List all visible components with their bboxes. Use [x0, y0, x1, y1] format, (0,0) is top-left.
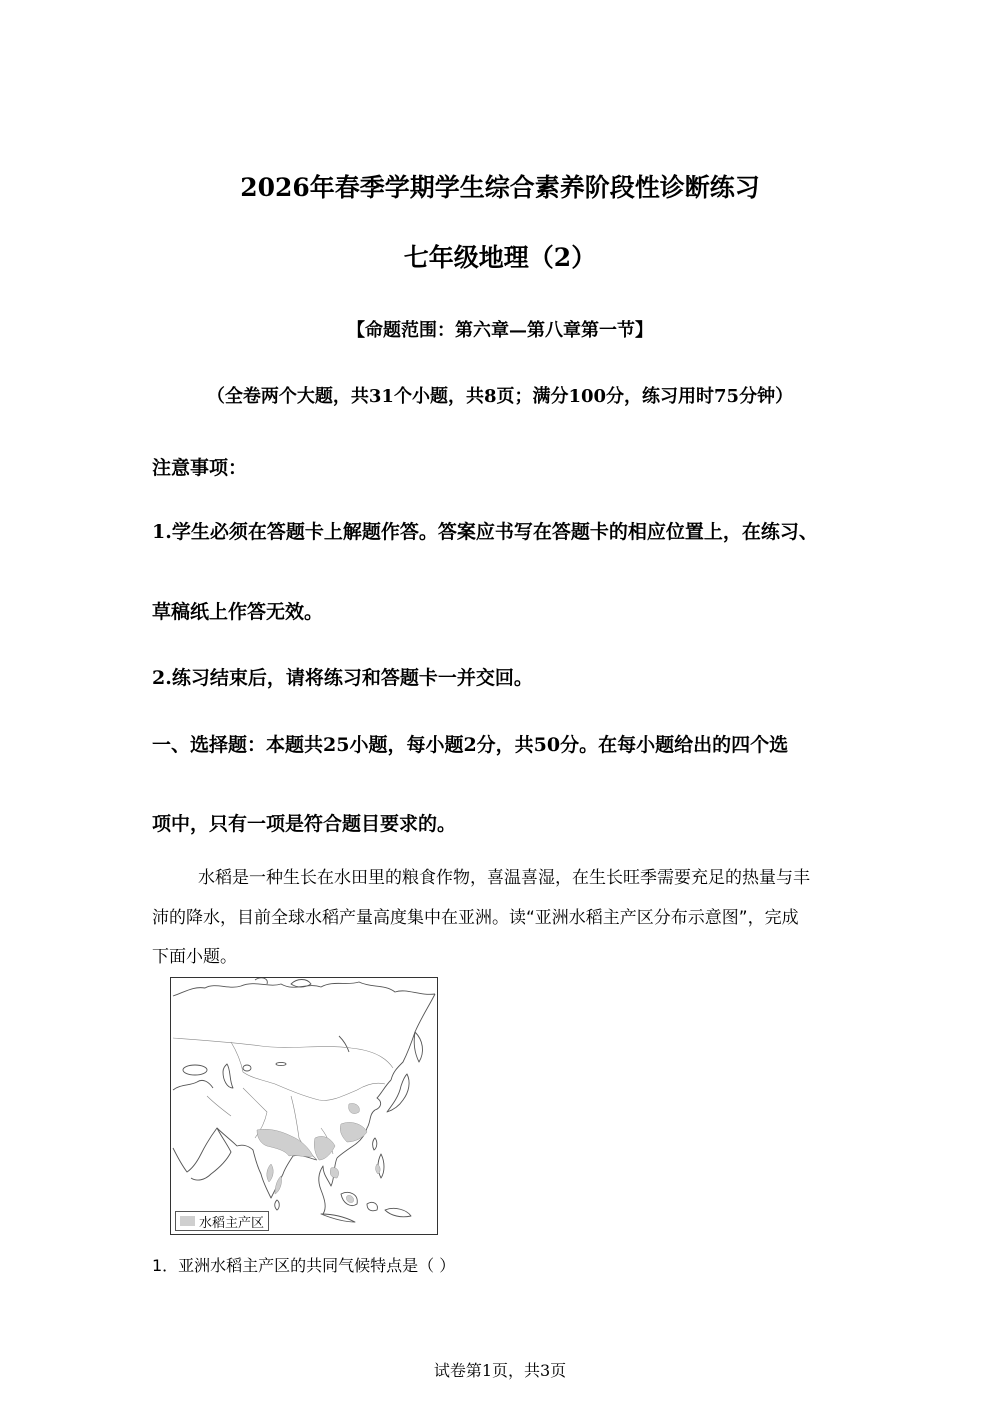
asia-outline-map — [171, 978, 437, 1234]
passage-line: 下面小题。 — [152, 947, 237, 967]
page-footer: 试卷第1页，共3页 — [433, 1361, 567, 1380]
exam-title: 2026年春季学期学生综合素养阶段性诊断练习 — [240, 173, 760, 202]
question-1: 1．亚洲水稻主产区的共同气候特点是（ ） — [152, 1256, 456, 1275]
exam-subtitle: 七年级地理（2） — [403, 243, 597, 272]
section-heading-cont: 项中，只有一项是符合题目要求的。 — [152, 813, 457, 835]
rice-areas — [257, 1103, 380, 1202]
exam-info: （全卷两个大题，共31个小题，共8页；满分100分，练习用时75分钟） — [206, 386, 794, 407]
exam-scope: 【命题范围：第六章—第八章第一节】 — [347, 320, 653, 341]
notice-item-2: 2.练习结束后，请将练习和答题卡一并交回。 — [152, 667, 533, 689]
asia-rice-map — [170, 977, 438, 1235]
section-heading: 一、选择题：本题共25小题，每小题2分，共50分。在每小题给出的四个选 — [152, 734, 789, 756]
legend-label: 水稻主产区 — [199, 1215, 265, 1231]
passage-line: 水稻是一种生长在水田里的粮食作物，喜温喜湿，在生长旺季需要充足的热量与丰 — [198, 868, 810, 888]
passage-line: 沛的降水，目前全球水稻产量高度集中在亚洲。读“亚洲水稻主产区分布示意图”，完成 — [152, 908, 799, 928]
legend-swatch — [180, 1216, 195, 1226]
map-legend — [175, 1211, 269, 1231]
notice-item-1: 1.学生必须在答题卡上解题作答。答案应书写在答题卡的相应位置上，在练习、 — [152, 521, 818, 543]
notice-title: 注意事项： — [152, 457, 248, 479]
notice-item-1-cont: 草稿纸上作答无效。 — [152, 601, 324, 623]
